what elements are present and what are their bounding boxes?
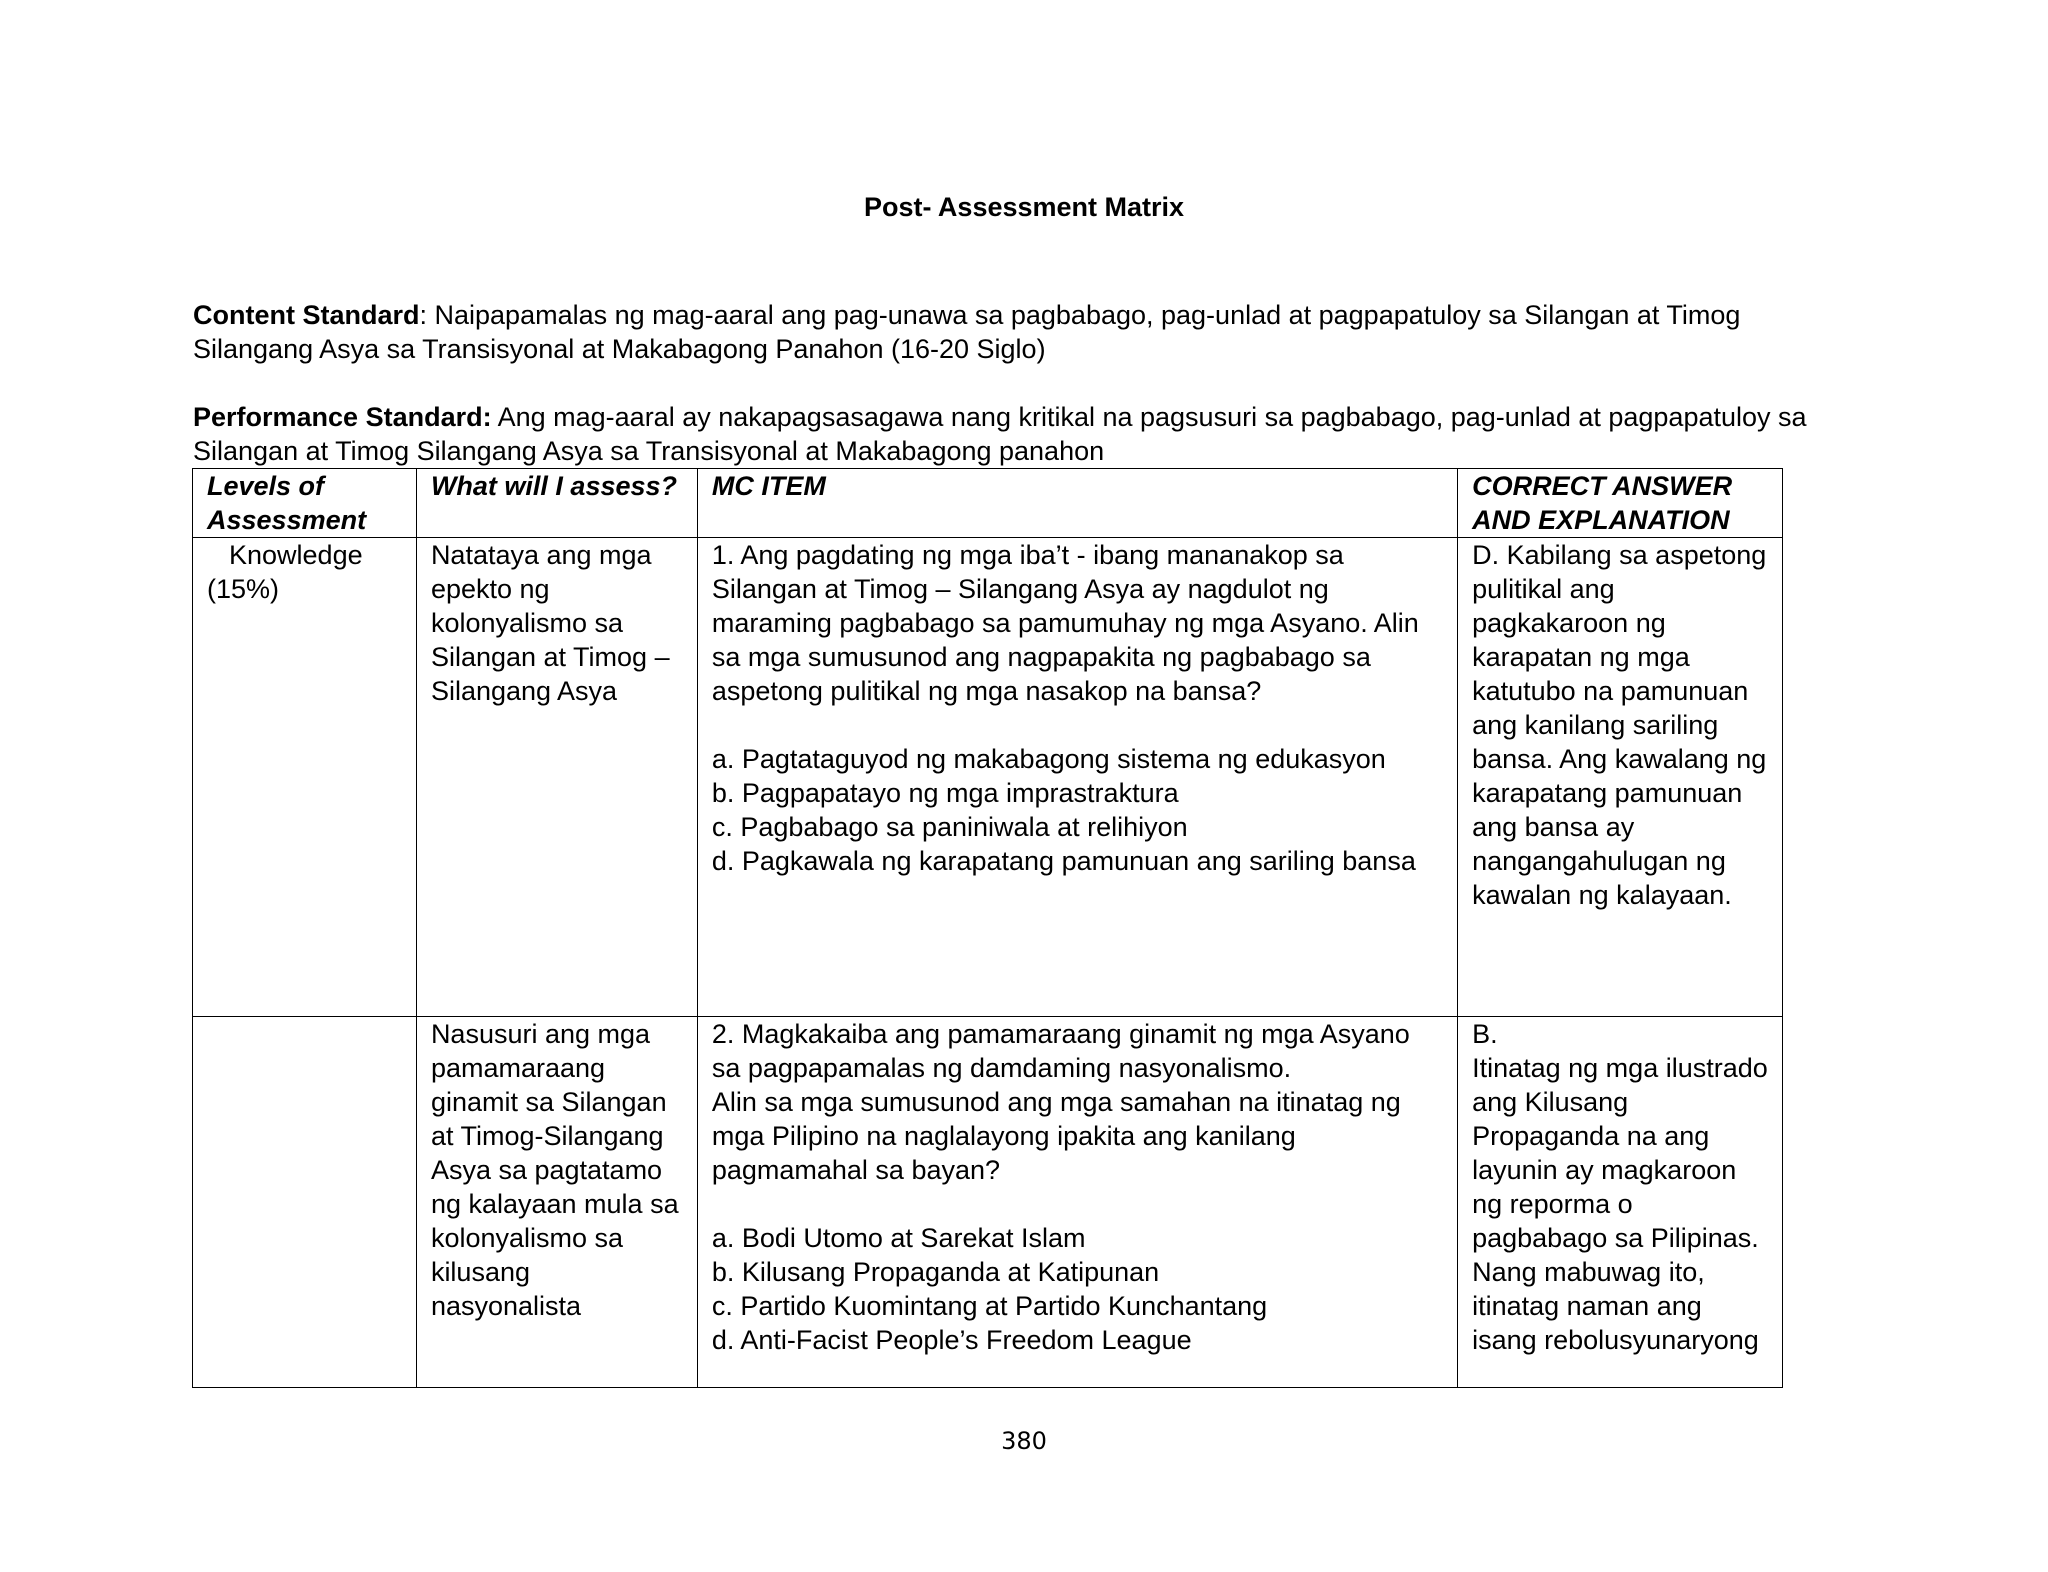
page-title: Post- Assessment Matrix [863,192,1185,222]
option-b: b. Kilusang Propaganda at Katipunan [711,1257,1160,1287]
table-header-row [193,469,1783,538]
assess-cell: Natataya ang mga epekto ng kolonyalismo sa Silangan at Timog – Silangang Asya [416,538,697,1017]
mc-item-cell [697,538,1457,1017]
answer-cell: D. Kabilang sa aspetong pulitikal ang pagkakaroon ng karapatan ng mga katutubo na pamunuan ang kanilang sariling bansa. Ang kawalang ng karapatang pamunuan ang bansa ay nangangahulugan ng kawalan ng kalayaan. [1458,538,1783,1017]
options-list [712,1221,1443,1357]
content-standard [193,298,1813,366]
page-number: 380 [1001,1427,1047,1455]
question-text-line: Alin sa mga sumusunod ang mga samahan na itinatag ng mga Pilipino na naglalayong ipakita ang kanilang pagmamahal sa bayan? [711,1087,1401,1185]
header-what-assess: What will I assess? [416,469,697,538]
answer-explanation: Itinatag ng mga ilustrado ang Kilusang Propaganda na ang layunin ay magkaroon ng reporma o pagbabago sa Pilipinas. Nang mabuwag ito, itinatag naman ang isang rebolusyunaryong [1472,1053,1768,1355]
header-levels: Levels of Assessment [193,469,417,538]
table-row [193,538,1783,1017]
level-name: Knowledge [229,540,363,570]
performance-standard-text: Ang mag-aaral ay nakapagsasagawa nang kritikal na pagsusuri sa pagbabago, pag-unlad at pagpapatuloy sa Silangan at Timog Silangang Asya sa Transisyonal at Makabagong panahon [193,402,1807,466]
option-c: c. Partido Kuomintang at Partido Kunchantang [711,1291,1268,1321]
assessment-matrix-table [192,468,1783,1388]
performance-standard [193,400,1813,468]
assess-cell: Nasusuri ang mga pamamaraang ginamit sa Silangan at Timog-Silangang Asya sa pagtatamo ng kalayaan mula sa kolonyalismo sa kilusang nasyonalista [416,1017,697,1388]
content-standard-text: : Naipapamalas ng mag-aaral ang pag-unawa sa pagbabago, pag-unlad at pagpapatuloy sa Silangan at Timog Silangang Asya sa Transisyonal at Makabagong Panahon (16-20 Siglo) [193,300,1741,364]
option-c: c. Pagbabago sa paniniwala at relihiyon [711,812,1188,842]
level-cell [193,1017,417,1388]
option-b: b. Pagpapatayo ng mga imprastraktura [711,778,1179,808]
option-a: a. Pagtataguyod ng makabagong sistema ng edukasyon [711,744,1386,774]
performance-standard-label: Performance Standard: [193,402,492,432]
option-a: a. Bodi Utomo at Sarekat Islam [711,1223,1086,1253]
answer-cell [1458,1017,1783,1388]
level-weight: (15%) [207,574,280,604]
answer-letter: B. [1472,1019,1498,1049]
option-d: d. Pagkawala ng karapatang pamunuan ang sariling bansa [711,846,1416,876]
level-cell [193,538,417,1017]
header-correct-answer: CORRECT ANSWER AND EXPLANATION [1458,469,1783,538]
mc-item-cell [697,1017,1457,1388]
question-text-line: 2. Magkakaiba ang pamamaraang ginamit ng mga Asyano sa pagpapamalas ng damdaming nasyonalismo. [711,1019,1410,1083]
option-d: d. Anti-Facist People’s Freedom League [711,1325,1192,1355]
header-mc-item: MC ITEM [697,469,1457,538]
options-list [712,742,1443,878]
question-text: 1. Ang pagdating ng mga iba’t - ibang mananakop sa Silangan at Timog – Silangang Asya ay nagdulot ng maraming pagbabago sa pamumuhay ng mga Asyano. Alin sa mga sumusunod ang nagpapakita ng pagbabago sa aspetong pulitikal ng mga nasakop na bansa? [711,540,1419,706]
table-row [193,1017,1783,1388]
content-standard-label: Content Standard [193,300,420,330]
